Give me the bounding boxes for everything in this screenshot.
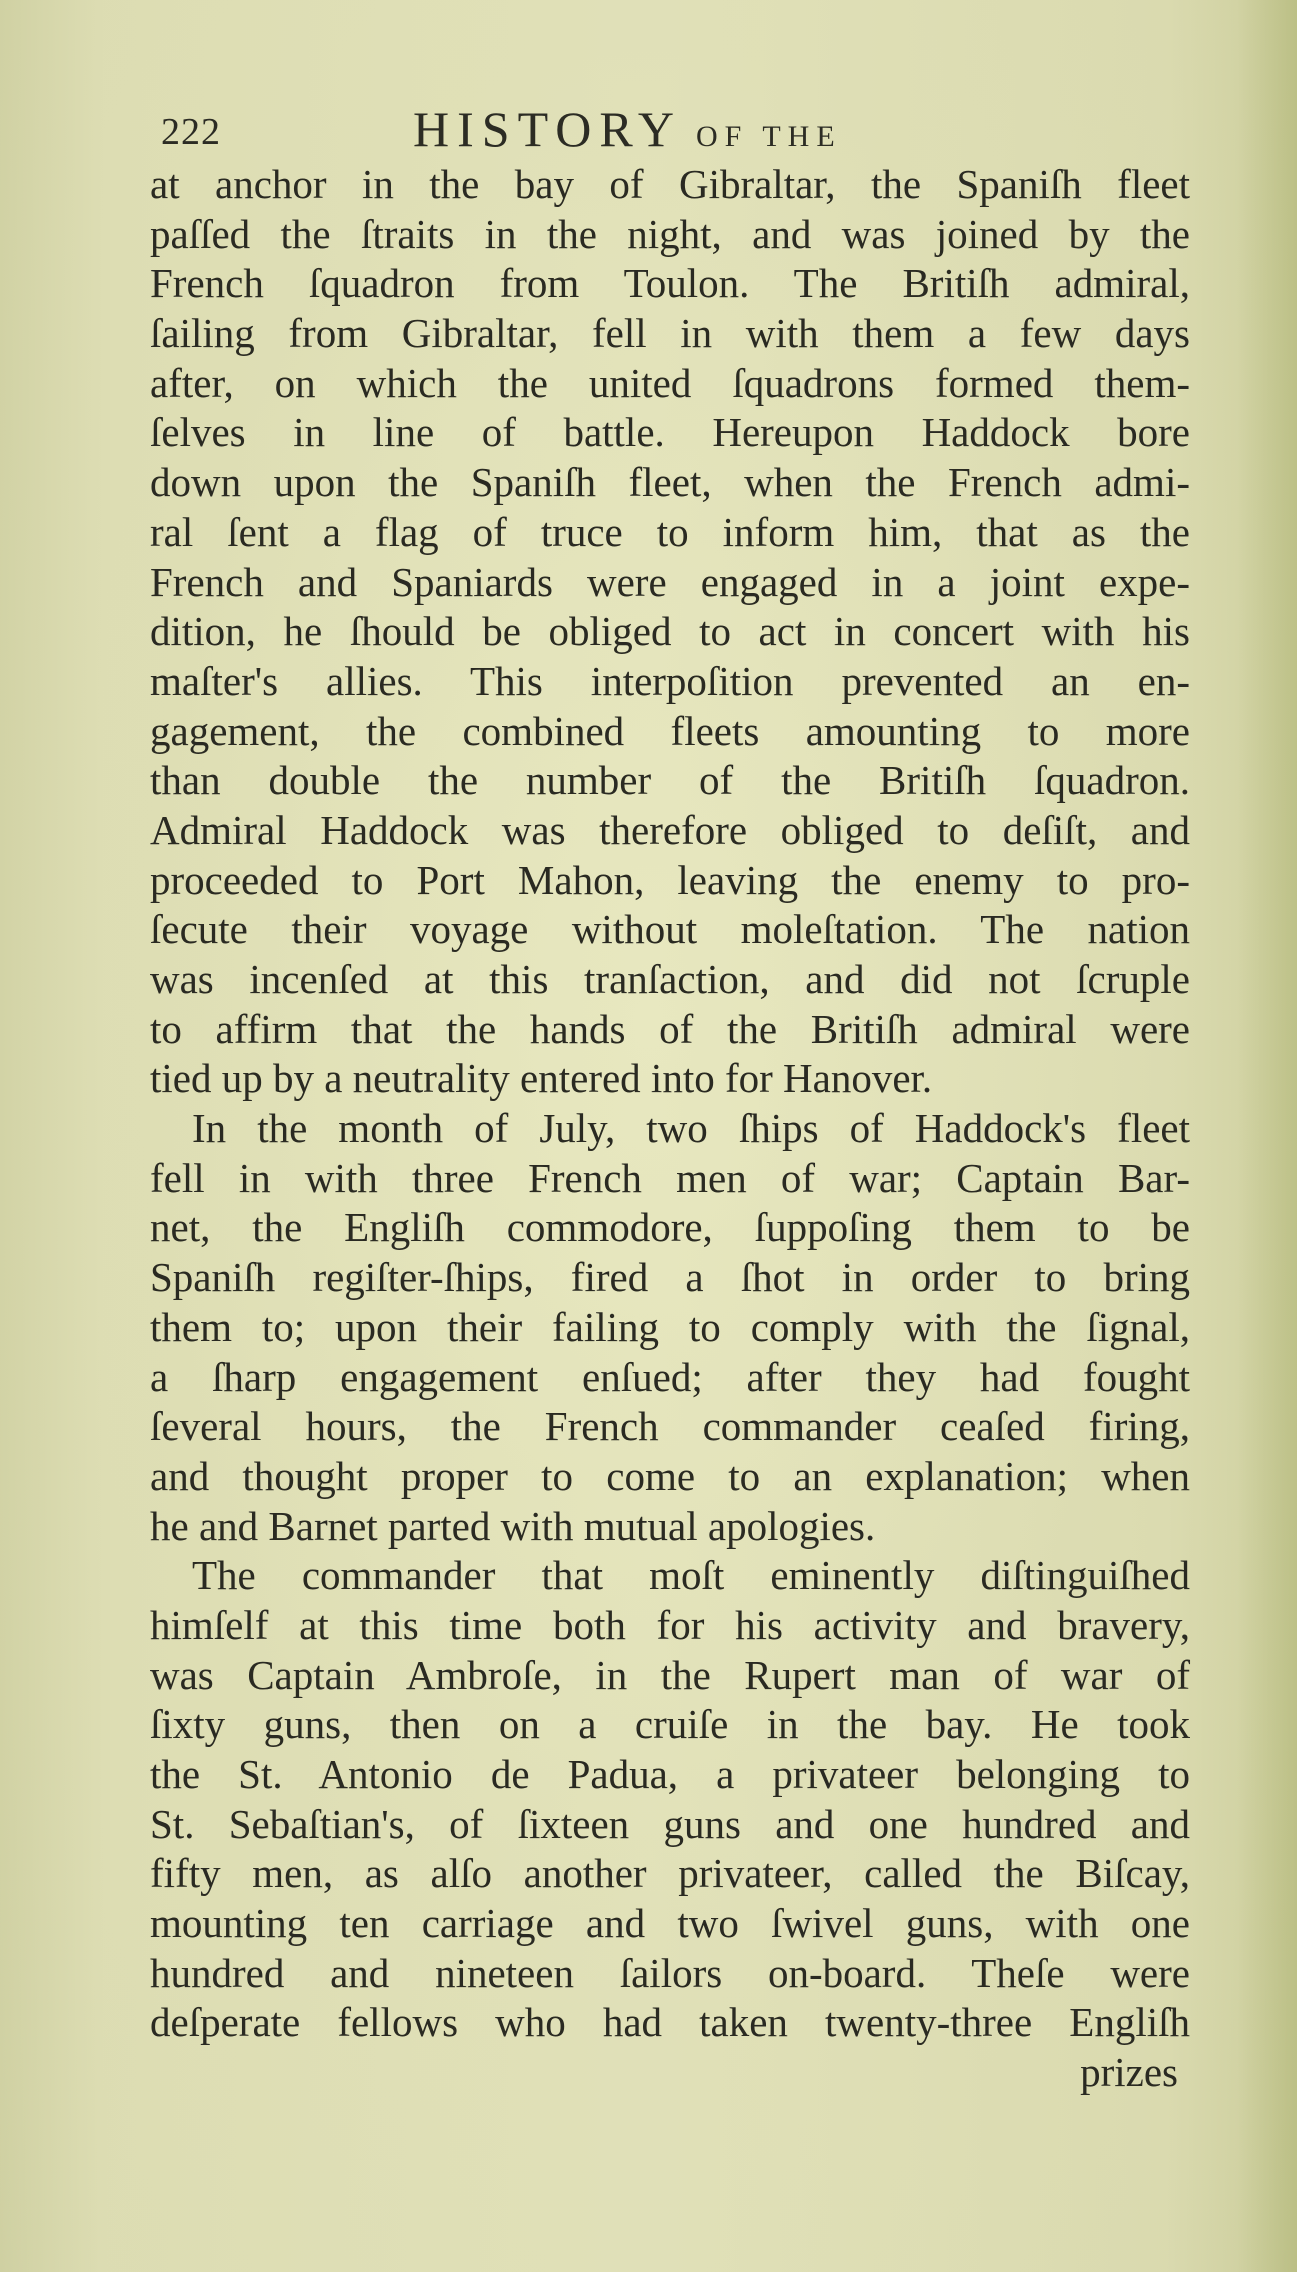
text-line: Admiral Haddock was therefore obliged to deſiſt, and — [150, 806, 1190, 853]
text-line: The commander that moſt eminently diſtinguiſhed — [192, 1552, 1190, 1599]
text-line: French ſquadron from Toulon. The Britiſh admiral, — [150, 260, 1190, 307]
text-line: St. Sebaſtian's, of ſixteen guns and one hundred and — [150, 1800, 1190, 1847]
text-line: ſelves in line of battle. Hereupon Haddock bore — [150, 409, 1190, 456]
text-line: himſelf at this time both for his activity and bravery, — [150, 1601, 1190, 1648]
running-head — [413, 100, 842, 158]
text-line: at anchor in the bay of Gibraltar, the Spaniſh fleet — [150, 161, 1190, 207]
text-line: than double the number of the Britiſh ſquadron. — [150, 757, 1190, 804]
text-line: French and Spaniards were engaged in a joint expe- — [150, 558, 1190, 605]
text-line: tied up by a neutrality entered into for Hanover. — [150, 1055, 933, 1102]
text-line: and thought proper to come to an explanation; when — [150, 1452, 1190, 1499]
text-line: hundred and nineteen ſailors on-board. Theſe were — [150, 1949, 1190, 1996]
text-line: mounting ten carriage and two ſwivel guns, with one — [150, 1900, 1190, 1947]
text-line: ſeveral hours, the French commander ceaſed firing, — [150, 1403, 1190, 1450]
text-line: was Captain Ambroſe, in the Rupert man of war of — [150, 1651, 1190, 1698]
page-number: 222 — [161, 111, 221, 153]
text-line: net, the Engliſh commodore, ſuppoſing them to be — [150, 1204, 1190, 1251]
text-line: fifty men, as alſo another privateer, called the Biſcay, — [150, 1850, 1190, 1897]
text-line: ſailing from Gibraltar, fell in with them a few days — [150, 310, 1190, 357]
page-edge-shadow — [1237, 0, 1297, 2272]
text-line: down upon the Spaniſh fleet, when the French admi- — [150, 459, 1190, 506]
text-line: dition, he ſhould be obliged to act in concert with his — [150, 608, 1190, 655]
text-line: Spaniſh regiſter-ſhips, fired a ſhot in order to bring — [150, 1254, 1190, 1301]
text-line: the St. Antonio de Padua, a privateer belonging to — [150, 1751, 1190, 1797]
catchword: prizes — [1080, 2049, 1178, 2096]
page-header — [153, 98, 1183, 158]
text-line: a ſharp engagement enſued; after they had fought — [150, 1353, 1190, 1400]
text-line: proceeded to Port Mahon, leaving the enemy to pro- — [150, 856, 1190, 903]
running-title-small: OF THE — [696, 120, 842, 153]
text-line: after, on which the united ſquadrons formed them- — [150, 359, 1190, 406]
text-line: maſter's allies. This interpoſition prevented an en- — [150, 657, 1190, 704]
text-line: paſſed the ſtraits in the night, and was joined by the — [150, 210, 1190, 257]
body-text — [150, 160, 1190, 2098]
text-line: them to; upon their failing to comply with the ſignal, — [150, 1303, 1190, 1350]
text-line: ſixty guns, then on a cruiſe in the bay. He took — [150, 1701, 1190, 1748]
text-line: In the month of July, two ſhips of Haddock's fleet — [192, 1105, 1190, 1152]
text-line: deſperate fellows who had taken twenty-three Engliſh — [150, 1999, 1190, 2046]
running-title: HISTORY — [413, 101, 683, 157]
text-line: ral ſent a flag of truce to inform him, that as the — [150, 508, 1190, 555]
text-line: ſecute their voyage without moleſtation. The nation — [150, 906, 1190, 953]
text-line: fell in with three French men of war; Captain Bar- — [150, 1154, 1190, 1201]
text-line: gagement, the combined fleets amounting to more — [150, 707, 1190, 754]
text-line: to affirm that the hands of the Britiſh admiral were — [150, 1005, 1190, 1052]
text-line: was incenſed at this tranſaction, and did not ſcruple — [150, 956, 1190, 1002]
text-line: he and Barnet parted with mutual apologies. — [150, 1502, 876, 1549]
